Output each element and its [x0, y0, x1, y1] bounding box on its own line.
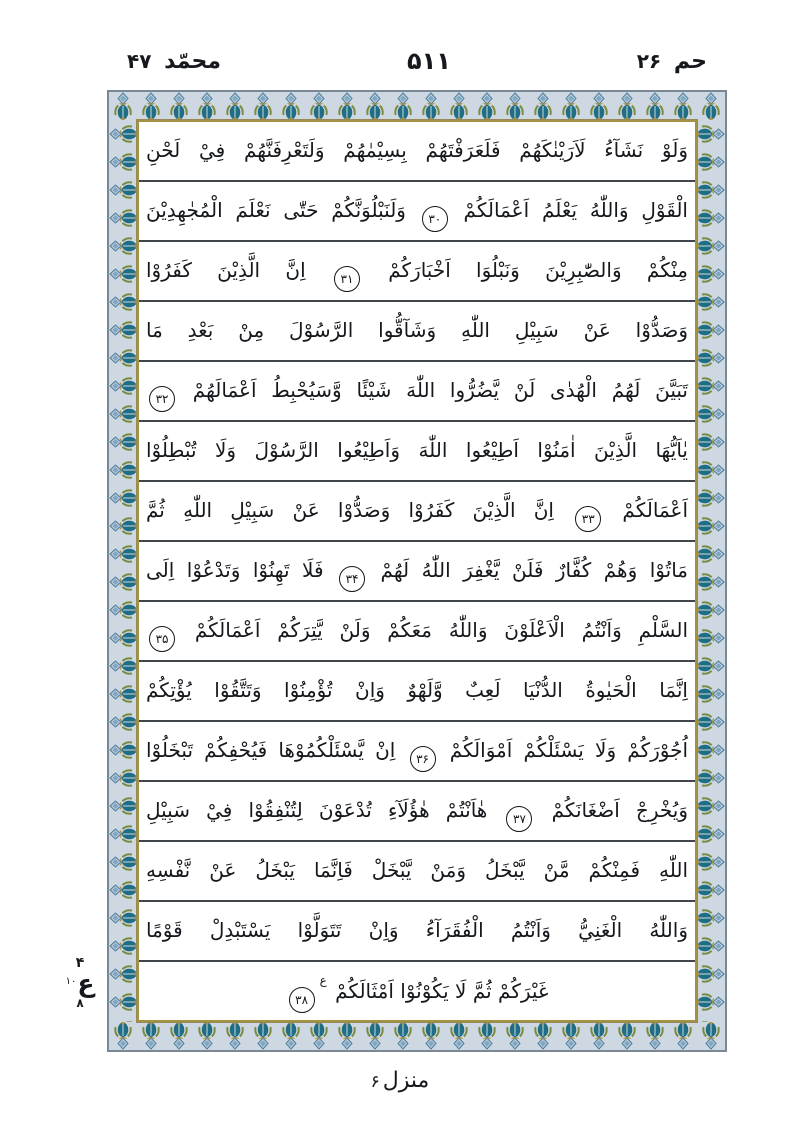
ruku-ayat-count: ۱۰ — [65, 975, 77, 987]
quran-line-14: وَاللّٰهُ الْغَنِيُّ وَاَنْتُمُ الْفُقَرَآءُ وَاِنْ تَتَوَلَّوْا يَسْتَبْدِلْ قَوْمًا — [139, 902, 695, 962]
page-number: ۵۱۱ — [406, 47, 451, 75]
surah-name: محمّد — [164, 48, 222, 74]
border-ornament-top-icon — [109, 92, 725, 120]
quran-line-8: مَاتُوْا وَهُمْ كُفَّارٌ فَلَنْ يَّغْفِرَ اللّٰهُ لَهُمْ ۳۴ فَلَا تَهِنُوْا وَتَدْعُوْا اِلَى — [139, 542, 695, 602]
border-ornament-right-icon — [697, 120, 725, 1022]
quran-line-13: اللّٰهِ فَمِنْكُمْ مَّنْ يَّبْخَلُ وَمَنْ يَّبْخَلْ فَاِنَّمَا يَبْخَلُ عَنْ نَّفْسِهِ — [139, 842, 695, 902]
quran-line-7: اَعْمَالَكُمْ ۳۳ اِنَّ الَّذِيْنَ كَفَرُوْا وَصَدُّوْا عَنْ سَبِيْلِ اللّٰهِ ثُمَّ — [139, 482, 695, 542]
text-panel — [137, 120, 697, 1022]
ayah-end-marker: ۳۴ — [339, 566, 365, 592]
border-ornament-left-icon — [109, 120, 137, 1022]
quran-line-1: وَلَوْ نَشَآءُ لَاَرَيْنٰكَهُمْ فَلَعَرَفْتَهُمْ بِسِيْمٰهُمْ وَلَتَعْرِفَنَّهُمْ فِيْ لَحْنِ — [139, 122, 695, 182]
ayah-end-marker: ۳۱ — [334, 266, 360, 292]
footer-manzil-marker — [300, 1068, 500, 1093]
quran-line-5: تَبَيَّنَ لَهُمُ الْهُدٰى لَنْ يَّضُرُّوا اللّٰهَ شَيْئًا وَّسَيُحْبِطُ اَعْمَالَهُمْ ۳۲ — [139, 362, 695, 422]
ayah-end-marker: ۳۳ — [575, 506, 601, 532]
margin-ruku-marker — [56, 942, 104, 1022]
juz-marker — [637, 49, 707, 74]
quran-line-12: وَيُخْرِجْ اَضْغَانَكُمْ ۳۷ هٰاَنْتُمْ هٰؤُلَآءِ تُدْعَوْنَ لِتُنْفِقُوْا فِيْ سَبِيْلِ — [139, 782, 695, 842]
juz-name: حم — [673, 48, 707, 74]
ayah-end-marker: ۳۰ — [422, 206, 448, 232]
quran-line-11: اُجُوْرَكُمْ وَلَا يَسْئَلْكُمْ اَمْوَالَكُمْ ۳۶ اِنْ يَّسْئَلْكُمُوْهَا فَيُحْفِكُمْ تَبْخَلُوْا — [139, 722, 695, 782]
quran-line-3: مِنْكُمْ وَالصّٰبِرِيْنَ وَنَبْلُوَا اَخْبَارَكُمْ ۳۱ اِنَّ الَّذِيْنَ كَفَرُوْا — [139, 242, 695, 302]
text-lines — [139, 122, 695, 1020]
juz-number: ۲۶ — [636, 48, 662, 73]
quran-line-9: السَّلْمِ وَاَنْتُمُ الْاَعْلَوْنَ وَاللّٰهُ مَعَكُمْ وَلَنْ يَّتِرَكُمْ اَعْمَالَكُمْ ۳۵ — [139, 602, 695, 662]
manzil-label: منزل — [382, 1068, 430, 1093]
ruku-end-sign: ع — [319, 973, 327, 987]
ayah-end-marker: ۳۸ — [289, 987, 315, 1013]
quran-line-6: يٰاَيُّهَا الَّذِيْنَ اٰمَنُوْا اَطِيْعُوا اللّٰهَ وَاَطِيْعُوا الرَّسُوْلَ وَلَا تُبْطِلُوْا — [139, 422, 695, 482]
ruku-juz-count: ۸ — [76, 995, 84, 1010]
ruku-ain-letter: ع — [77, 968, 95, 998]
ruku-surah-count: ۴ — [75, 954, 85, 971]
ayah-end-marker: ۳۵ — [149, 626, 175, 652]
surah-marker — [127, 49, 221, 74]
quran-line-4: وَصَدُّوْا عَنْ سَبِيْلِ اللّٰهِ وَشَآقُّوا الرَّسُوْلَ مِنْ بَعْدِ مَا — [139, 302, 695, 362]
border-ornament-bottom-icon — [109, 1022, 725, 1050]
manzil-number: ۶ — [370, 1072, 380, 1092]
page-header — [107, 40, 727, 82]
quran-line-15: غَيْرَكُمْ ثُمَّ لَا يَكُوْنُوْا اَمْثَالَكُمْ ع۳۸ — [139, 962, 695, 1020]
ayah-end-marker: ۳۲ — [149, 386, 175, 412]
quran-line-10: اِنَّمَا الْحَيٰوةُ الدُّنْيَا لَعِبٌ وَّلَهْوٌ وَاِنْ تُؤْمِنُوْا وَتَتَّقُوْا يُؤْتِكُمْ — [139, 662, 695, 722]
ayah-end-marker: ۳۶ — [410, 746, 436, 772]
mushaf-frame — [107, 90, 727, 1052]
ayah-end-marker: ۳۷ — [506, 806, 532, 832]
quran-line-2: الْقَوْلِ وَاللّٰهُ يَعْلَمُ اَعْمَالَكُمْ ۳۰ وَلَنَبْلُوَنَّكُمْ حَتّٰى نَعْلَمَ الْمُجٰهِدِيْنَ — [139, 182, 695, 242]
surah-number: ۴۷ — [127, 48, 152, 73]
ruku-ain-group — [65, 968, 95, 998]
